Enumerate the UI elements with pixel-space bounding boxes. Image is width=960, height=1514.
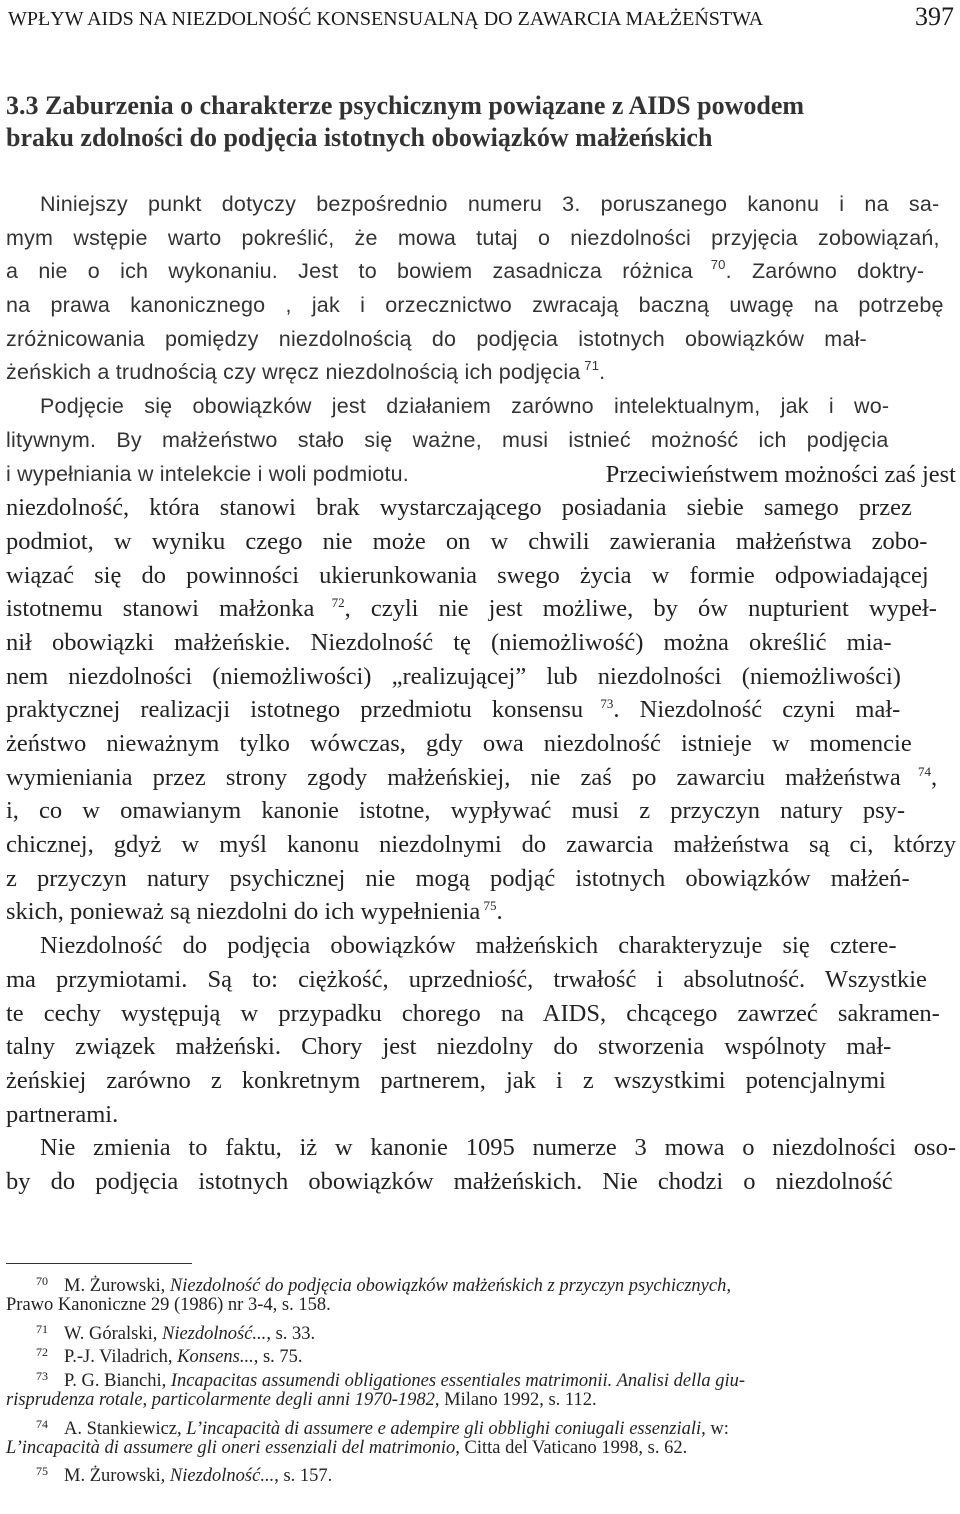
footnote-line <box>6 1389 958 1413</box>
body-line <box>6 1098 956 1132</box>
body-line <box>6 761 956 795</box>
section-heading <box>6 90 906 154</box>
running-title: WPŁYW AIDS NA NIEZDOLNOŚĆ KONSENSUALNĄ DO ZAWARCIA MAŁŻEŃSTWA <box>8 8 764 30</box>
body-line <box>6 895 956 929</box>
body-text-segment: żeńskiej zarówno z konkretnym partnerem, jak i z wszystkimi potencjalnymi <box>6 1066 886 1094</box>
body-text-segment: zróżnicowania pomiędzy niezdolnością do podjęcia istotnych obowiązków mał- <box>6 326 867 351</box>
body-line <box>6 458 956 492</box>
body-text-segment: te cechy występują w przypadku chorego na AIDS, chcącego zawrzeć sakramen- <box>6 999 940 1027</box>
footnote-line <box>6 1318 958 1342</box>
footnote-line <box>6 1294 958 1318</box>
body-line <box>6 862 956 896</box>
footnote-text: Niezdolność... <box>169 1466 275 1487</box>
footnote-text: , Citta del Vaticano 1998, s. 62. <box>455 1437 688 1458</box>
body-text-segment: wiązać się do powinności ukierunkowania swego życia w formie odpowiadającej <box>6 561 929 589</box>
footnote-text: Incapacitas assumendi obligationes essentiales matrimonii. Analisi della giu- <box>170 1371 746 1392</box>
footnote-text: , w: <box>701 1418 729 1439</box>
body-text-segment: istotnemu stanowi małżonka <box>6 595 315 623</box>
body-text-segment: praktycznej realizacji istotnego przedmiotu konsensu <box>6 696 584 724</box>
body-text-segment: litywnym. By małżeństwo stało się ważne, musi istnieć możność ich podjęcia <box>6 427 889 452</box>
footnote-line <box>6 1341 958 1368</box>
body-line <box>6 828 956 862</box>
footnote-number: 73 <box>36 1369 48 1384</box>
footnote-text: L’incapacità di assumere e adempire gli obblighi coniugali essenziali <box>186 1418 702 1439</box>
footnote-text: A. Stankiewicz, <box>64 1418 187 1439</box>
body-text-segment: Niniejszy punkt dotyczy bezpośrednio numeru 3. poruszanego kanonu i na sa- <box>40 192 940 216</box>
body-text-segment: chicznej, gdyż w myśl kanonu niezdolnymi do zawarcia małżeństwa są ci, którzy <box>6 831 956 859</box>
body-text-segment: skich, ponieważ są niezdolni do ich wypełnienia <box>6 898 481 926</box>
body-text-segment: partnerami. <box>6 1100 119 1128</box>
body-line <box>6 1030 956 1064</box>
body-text-segment: i, co w omawianym kanonie istotne, wypływać musi z przyczyn natury psy- <box>6 797 906 825</box>
running-header <box>8 2 954 34</box>
footnote-reference: 74 <box>900 763 931 779</box>
footnote-text: Konsens... <box>177 1347 254 1368</box>
body-text-segment: . Zarówno doktry- <box>725 259 925 284</box>
body-line <box>6 222 956 256</box>
footnotes <box>6 1270 958 1487</box>
footnote-reference: 71 <box>580 358 600 374</box>
footnote-text: P.-J. Viladrich, <box>64 1347 178 1368</box>
section-heading-line: 3.3 Zaburzenia o charakterze psychicznym powiązane z AIDS powodem <box>6 91 805 120</box>
body-text-segment: . <box>496 898 503 926</box>
footnote-number: 75 <box>36 1464 48 1479</box>
footnote-number: 71 <box>36 1321 48 1336</box>
body-line <box>6 525 956 559</box>
footnote-text: , s. 157. <box>274 1466 333 1487</box>
footnote-separator <box>6 1263 192 1264</box>
body-line <box>6 592 956 626</box>
body-text-segment: żeństwo nieważnym tylko wówczas, gdy owa niezdolność istnieje w momencie <box>6 730 912 757</box>
footnote-number: 70 <box>36 1274 48 1288</box>
body-text-segment: podmiot, w wyniku czego nie może on w chwili zawierania małżeństwa zobo- <box>6 527 928 555</box>
body-text-segment: Przeciwieństwem możności zaś jest <box>605 460 956 488</box>
footnote-number: 72 <box>36 1345 48 1360</box>
body-line <box>6 794 956 828</box>
body-text-segment: Niezdolność do podjęcia obowiązków małżeńskich charakteryzuje się cztere- <box>40 932 897 960</box>
body-line <box>6 289 956 323</box>
body-text-segment: . Niezdolność czyni mał- <box>613 696 901 724</box>
body-text-segment: , <box>930 763 938 791</box>
body-text-segment: . <box>599 360 606 385</box>
body-line <box>6 1131 956 1165</box>
footnote-line <box>6 1437 958 1461</box>
footnote-text: W. Góralski, <box>64 1323 162 1344</box>
footnote-reference: 70 <box>692 257 726 273</box>
footnote-line <box>6 1365 958 1392</box>
footnote-text: Prawo Kanoniczne 29 (1986) nr 3-4, s. 158. <box>6 1294 331 1315</box>
body-line <box>6 255 956 289</box>
footnote-reference: 72 <box>314 595 345 611</box>
body-line <box>6 356 956 390</box>
body-text-segment: mym wstępie warto pokreślić, że mowa tutaj o niezdolności przyjęcia zobowiązań, <box>6 225 940 250</box>
body-text-segment: a nie o ich wykonaniu. Jest to bowiem zasadnicza różnica <box>6 259 693 284</box>
body-line <box>6 626 956 660</box>
body-text-segment: na prawa kanonicznego , jak i orzecznictwo zwracają baczną uwagę na potrzebę <box>6 293 944 318</box>
body-text-segment: niezdolność, która stanowi brak wystarczającego posiadania siebie samego przez <box>6 494 912 522</box>
body-line <box>6 424 956 458</box>
footnote-text: , s. 33. <box>266 1323 316 1344</box>
footnote-text: M. Żurowski, <box>64 1466 170 1487</box>
body-text-segment: nem niezdolności (niemożliwości) „realizującej” lub niezdolności (niemożliwości) <box>6 662 901 690</box>
body-text-segment: ma przymiotami. Są to: ciężkość, uprzedniość, trwałość i absolutność. Wszystkie <box>6 965 927 993</box>
footnote-reference: 75 <box>480 898 497 914</box>
footnote-text: , s. 75. <box>253 1347 303 1368</box>
footnote-number: 74 <box>36 1416 48 1431</box>
footnote-line <box>6 1270 958 1294</box>
body-text-segment: Nie zmienia to faktu, iż w kanonie 1095 numerze 3 mowa o niezdolności oso- <box>40 1134 956 1162</box>
body-text-segment: by do podjęcia istotnych obowiązków małżeńskich. Nie chodzi o niezdolność <box>6 1167 893 1195</box>
body-line <box>6 188 956 222</box>
footnote-text: Niezdolność... <box>161 1323 267 1344</box>
body-text-segment: , czyli nie jest możliwe, by ów nupturient wypeł- <box>344 595 937 623</box>
section-heading-line: braku zdolności do podjęcia istotnych obowiązków małżeńskich <box>6 123 713 152</box>
body-text-segment: talny związek małżeński. Chory jest niezdolny do stworzenia wspólnoty mał- <box>6 1033 892 1061</box>
body-text-segment: wymieniania przez strony zgody małżeńskiej, nie zaś po zawarciu małżeństwa <box>6 763 901 791</box>
body-line <box>6 963 956 997</box>
body-line <box>6 323 956 357</box>
body-line <box>6 997 956 1031</box>
footnote-reference: 73 <box>583 696 614 712</box>
footnote-text: Niezdolność do podjęcia obowiązków małżeńskich z przyczyn psychicznych, <box>169 1276 731 1296</box>
body-line <box>6 693 956 727</box>
body-text-segment: Podjęcie się obowiązków jest działaniem zarówno intelektualnym, jak i wo- <box>40 394 890 419</box>
body-line <box>6 1064 956 1098</box>
body-text-segment: z przyczyn natury psychicznej nie mogą podjąć istotnych obowiązków małżeń- <box>6 864 910 892</box>
body-line <box>6 929 956 963</box>
page-number: 397 <box>915 2 954 31</box>
footnote-text: risprudenza rotale, particolarmente degli anni 1970-1982 <box>6 1389 435 1410</box>
footnote-text: P. G. Bianchi, <box>64 1371 171 1392</box>
body-line <box>6 727 956 761</box>
body-text-segment: i wypełniania w intelekcie i woli podmiotu. <box>6 461 409 486</box>
body-text <box>6 188 956 1199</box>
body-text-segment: nił obowiązki małżeńskie. Niezdolność tę (niemożliwość) można określić mia- <box>6 628 892 656</box>
footnote-text: M. Żurowski, <box>64 1276 170 1296</box>
footnote-text: L’incapacità di assumere gli oneri essenziali del matrimonio <box>6 1437 456 1458</box>
footnote-line <box>6 1413 958 1437</box>
body-text-segment: żeńskich a trudnością czy wręcz niezdolnością ich podjęcia <box>6 360 581 385</box>
body-line <box>6 660 956 694</box>
body-line <box>6 1165 956 1199</box>
body-line <box>6 559 956 593</box>
body-line <box>6 491 956 525</box>
footnote-text: , Milano 1992, s. 112. <box>434 1389 597 1410</box>
footnote-line <box>6 1460 958 1487</box>
body-line <box>6 390 956 424</box>
